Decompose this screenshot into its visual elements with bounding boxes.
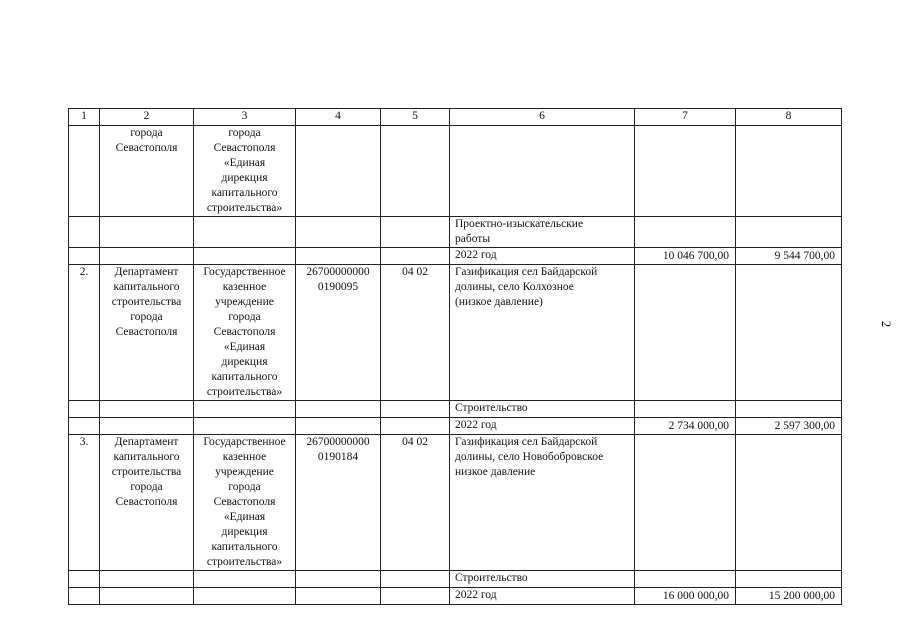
- table-row: [69, 126, 842, 217]
- header-cell: 4: [296, 109, 381, 126]
- amount-cell: [635, 435, 736, 571]
- header-row: [69, 109, 842, 126]
- recipient-cell: [194, 401, 296, 418]
- section-cell: [381, 401, 450, 418]
- recipient-cell: города Севастополя «Единая дирекция капитального строительства»: [194, 126, 296, 217]
- section-cell: [381, 248, 450, 265]
- table-row: [69, 418, 842, 435]
- customer-cell: [100, 588, 194, 605]
- amount-cell: [635, 401, 736, 418]
- header-cell: 6: [450, 109, 635, 126]
- customer-cell: [100, 248, 194, 265]
- amount2-cell: [736, 435, 842, 571]
- header-cell: 3: [194, 109, 296, 126]
- object-cell: [450, 126, 635, 217]
- customer-cell: [100, 401, 194, 418]
- customer-cell: [100, 418, 194, 435]
- section-cell: [381, 217, 450, 248]
- num-cell: [69, 588, 100, 605]
- object-cell: Проектно-изыскательские работы: [450, 217, 635, 248]
- table-row: [69, 265, 842, 401]
- object-cell: Строительство: [450, 401, 635, 418]
- customer-cell: города Севастополя: [100, 126, 194, 217]
- object-cell: Газификация сел Байдарской долины, село Колхозное (низкое давление): [450, 265, 635, 401]
- amount2-cell: 2 597 300,00: [736, 418, 842, 435]
- code-cell: [296, 588, 381, 605]
- object-cell: 2022 год: [450, 418, 635, 435]
- amount-cell: [635, 571, 736, 588]
- amount-cell: [635, 217, 736, 248]
- customer-cell: Департамент капитального строительства города Севастополя: [100, 265, 194, 401]
- num-cell: [69, 126, 100, 217]
- recipient-cell: [194, 248, 296, 265]
- section-cell: [381, 588, 450, 605]
- code-cell: [296, 571, 381, 588]
- section-cell: 04 02: [381, 265, 450, 401]
- object-cell: 2022 год: [450, 588, 635, 605]
- code-cell: 26700000000 0190184: [296, 435, 381, 571]
- page-number: 2: [879, 320, 894, 328]
- amount2-cell: [736, 265, 842, 401]
- customer-cell: [100, 217, 194, 248]
- recipient-cell: Государственное казенное учреждение города Севастополя «Единая дирекция капитального строительства»: [194, 435, 296, 571]
- num-cell: 3.: [69, 435, 100, 571]
- table-row: [69, 248, 842, 265]
- header-cell: 8: [736, 109, 842, 126]
- recipient-cell: [194, 217, 296, 248]
- table-row: [69, 435, 842, 571]
- section-cell: [381, 126, 450, 217]
- header-cell: 7: [635, 109, 736, 126]
- customer-cell: Департамент капитального строительства города Севастополя: [100, 435, 194, 571]
- object-cell: Строительство: [450, 571, 635, 588]
- amount-cell: 10 046 700,00: [635, 248, 736, 265]
- object-cell: Газификация сел Байдарской долины, село Новобобровское низкое давление: [450, 435, 635, 571]
- amount2-cell: [736, 217, 842, 248]
- amount2-cell: 15 200 000,00: [736, 588, 842, 605]
- section-cell: 04 02: [381, 435, 450, 571]
- amount-cell: 2 734 000,00: [635, 418, 736, 435]
- num-cell: [69, 217, 100, 248]
- recipient-cell: [194, 588, 296, 605]
- amount-cell: [635, 126, 736, 217]
- object-cell: 2022 год: [450, 248, 635, 265]
- header-cell: 5: [381, 109, 450, 126]
- table-row: [69, 588, 842, 605]
- amount2-cell: 9 544 700,00: [736, 248, 842, 265]
- code-cell: [296, 217, 381, 248]
- customer-cell: [100, 571, 194, 588]
- num-cell: [69, 248, 100, 265]
- amount-cell: [635, 265, 736, 401]
- recipient-cell: Государственное казенное учреждение города Севастополя «Единая дирекция капитального строительства»: [194, 265, 296, 401]
- code-cell: [296, 418, 381, 435]
- table-row: [69, 217, 842, 248]
- section-cell: [381, 418, 450, 435]
- recipient-cell: [194, 418, 296, 435]
- num-cell: [69, 418, 100, 435]
- num-cell: [69, 401, 100, 418]
- code-cell: [296, 248, 381, 265]
- num-cell: [69, 571, 100, 588]
- code-cell: 26700000000 0190095: [296, 265, 381, 401]
- header-cell: 1: [69, 109, 100, 126]
- code-cell: [296, 126, 381, 217]
- table-row: [69, 571, 842, 588]
- amount2-cell: [736, 126, 842, 217]
- amount2-cell: [736, 401, 842, 418]
- recipient-cell: [194, 571, 296, 588]
- amount2-cell: [736, 571, 842, 588]
- table-row: [69, 401, 842, 418]
- budget-table: [68, 108, 842, 605]
- num-cell: 2.: [69, 265, 100, 401]
- header-cell: 2: [100, 109, 194, 126]
- amount-cell: 16 000 000,00: [635, 588, 736, 605]
- code-cell: [296, 401, 381, 418]
- section-cell: [381, 571, 450, 588]
